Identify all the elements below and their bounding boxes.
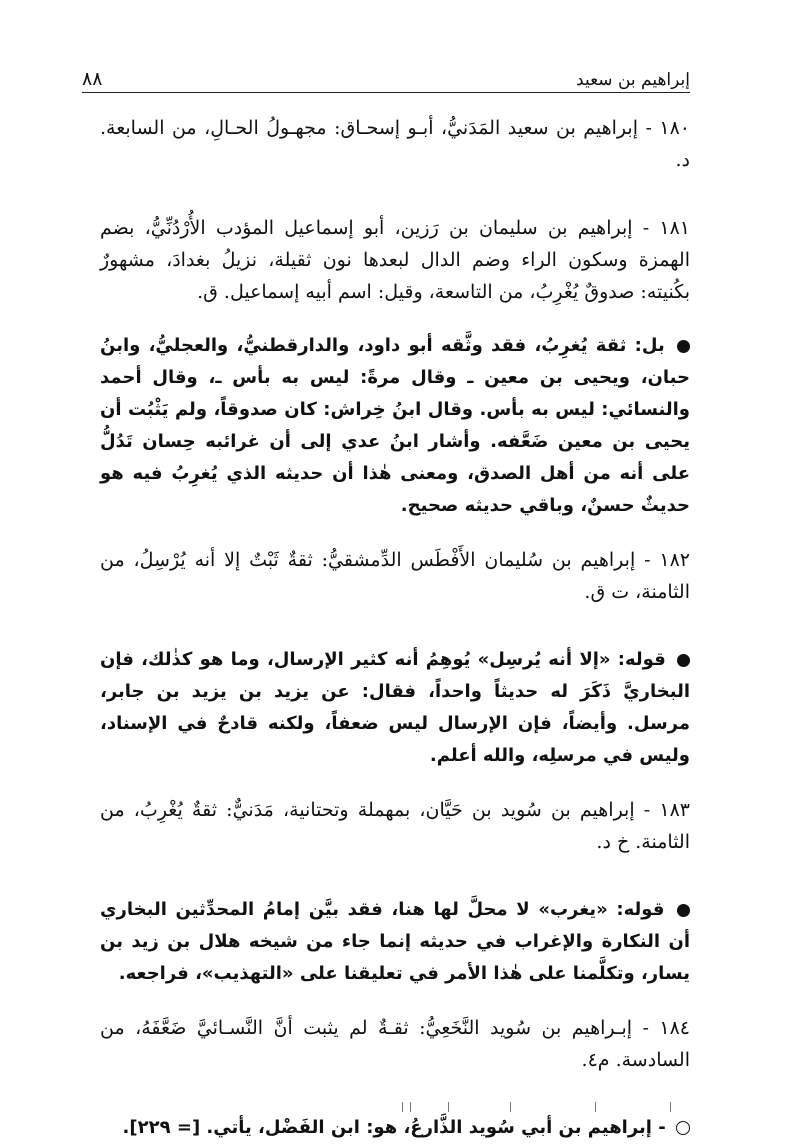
running-head <box>82 62 690 93</box>
entry-184 <box>100 1012 690 1076</box>
page-body <box>100 112 690 1144</box>
comment-181 <box>100 330 690 522</box>
scan-noise <box>390 1102 690 1112</box>
entry-181-text: ١٨١ - إبراهيم بن سليمان بن رَزين، أبو إسماعيل المؤدب الأُرْدُنِّيُّ، بضم الهمزة وسكون الراء وضم الدال لبعدها نون ثقيلة، نزيلُ بغدادَ، مشهورٌ بكُنيته: صدوقٌ يُغْرِبُ، من التاسعة، وقيل: اسم أبيه إسماعيل. ق. <box>100 217 691 303</box>
comment-181-text: بل: ثقة يُغرِبُ، فقد وثَّقه أبو داود، والدارقطنيُّ، والعجليُّ، وابنُ حبان، ويحيى بن معين ـ وقال مرةً: ليس به بأس ـ، وقال أحمد والنسائي: ليس به بأس. وقال ابنُ خِراش: كان صدوقاً، ولم يَثْبُت أن يحيى بن معين ضَعَّفه. وأشار ابنُ عدي إلى أن غرائبه حِسان تَدُلُّ على أنه من أهل الصدق، ومعنى هٰذا أن حديثه الذي يُغرِبُ فيه هو حديثٌ حسنٌ، وباقي حديثه صحيح. <box>100 335 690 516</box>
comment-182 <box>100 644 690 772</box>
entry-183-text: ١٨٣ - إبراهيم بن سُويد بن حَيَّان، بمهملة وتحتانية، مَدَنيٌّ: ثقةٌ يُغْرِبُ، من الثامنة. خ د. <box>100 799 690 853</box>
running-title: إبراهيم بن سعيد <box>576 70 690 90</box>
entry-180-text: ١٨٠ - إبراهيم بن سعيد المَدَنيُّ، أبـو إسحـاق: مجهـولُ الحـالِ، من السابعة. د. <box>100 117 690 171</box>
comment-182-text: قوله: «إلا أنه يُرسِل» يُوهِمُ أنه كثير الإرسال، وما هو كذٰلك، فإن البخاريَّ ذَكَرَ له حديثاً واحداً، فقال: عن يزيد بن يزيد بن جابر، مرسل. وأيضاً، فإن الإرسال ليس ضعفاً، ولكنه قادحٌ في الإسناد، وليس في مرسلِه، والله أعلم. <box>100 649 690 766</box>
entry-183 <box>100 794 690 858</box>
entry-181 <box>100 212 690 308</box>
comment-183 <box>100 894 690 990</box>
bullet-icon <box>677 904 690 917</box>
entry-184-text: ١٨٤ - إبـراهيم بن سُويد النَّخَعِيُّ: ثقـةٌ لم يثبت أنَّ النَّسـائيَّ ضَعَّفَهُ، من السادسة. م٤. <box>100 1017 690 1071</box>
bullet-icon <box>677 654 690 667</box>
entry-180 <box>100 112 690 176</box>
circle-marker-icon <box>676 1121 690 1135</box>
page-number: ٨٨ <box>82 68 103 90</box>
cross-reference-text: - إبراهيم بن أبي سُويد الذَّارعُ، هو: ابن الفَضْل، يأتي. [= ٢٢٩]. <box>122 1117 666 1138</box>
cross-reference <box>100 1112 690 1144</box>
entry-182 <box>100 544 690 608</box>
entry-182-text: ١٨٢ - إبراهيم بن سُليمان الأَفْطَس الدِّمشقيُّ: ثقةٌ ثَبْتٌ إلا أنه يُرْسِلُ، من الثامنة، ت ق. <box>100 549 690 603</box>
comment-183-text: قوله: «يغرب» لا محلَّ لها هنا، فقد بيَّن إمامُ المحدِّثين البخاري أن النكارة والإغراب في حديثه إنما جاء من شيخه هلال بن زيد بن يسار، وتكلَّمنا على هٰذا الأمر في تعليقنا على «التهذيب»، فراجعه. <box>100 899 690 984</box>
bullet-icon <box>677 340 690 353</box>
